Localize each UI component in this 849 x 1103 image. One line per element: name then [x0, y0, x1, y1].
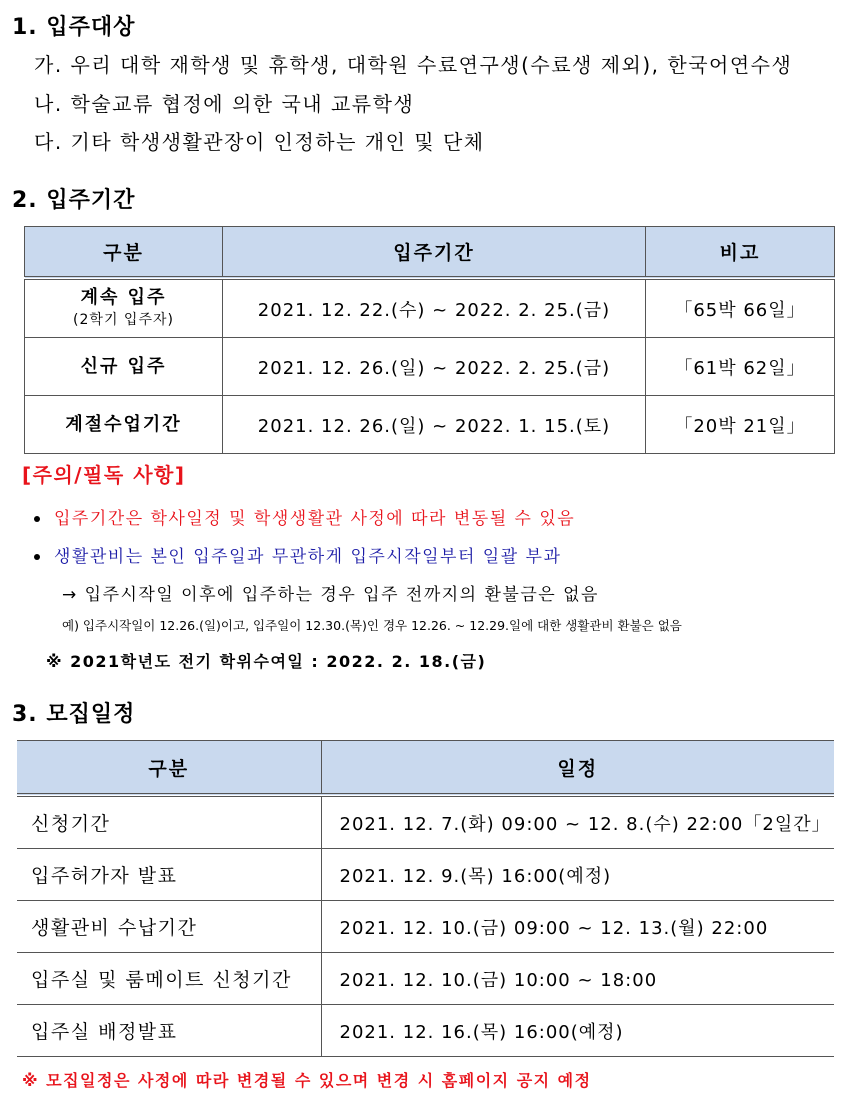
schedule-row-value: 2021. 12. 10.(금) 09:00 ~ 12. 13.(월) 22:00	[321, 901, 834, 953]
period-table-header	[25, 227, 835, 279]
degree-note: ※ 2021학년도 전기 학위수여일 : 2022. 2. 18.(금)	[46, 652, 487, 671]
schedule-row-value: 2021. 12. 9.(목) 16:00(예정)	[321, 849, 834, 901]
schedule-header-schedule: 일정	[321, 741, 834, 796]
table-row	[17, 1005, 834, 1057]
schedule-row-label: 입주실 및 룸메이트 신청기간	[17, 953, 321, 1005]
section2-title: 2. 입주기간	[12, 188, 136, 213]
period-row-period: 2021. 12. 26.(일) ~ 2022. 2. 25.(금)	[223, 338, 646, 396]
period-header-period: 입주기간	[223, 227, 646, 279]
example-note: 예) 입주시작일이 12.26.(일)이고, 입주일이 12.30.(목)인 경우 12.26. ~ 12.29.일에 대한 생활관비 환불은 없음	[62, 618, 682, 633]
section1-item-3: 다. 기타 학생생활관장이 인정하는 개인 및 단체	[34, 130, 485, 154]
schedule-row-value: 2021. 12. 10.(금) 10:00 ~ 18:00	[321, 953, 834, 1005]
schedule-row-label: 신청기간	[17, 795, 321, 849]
period-row-note: 「61박 62일」	[646, 338, 835, 396]
period-row-label: 신규 입주	[25, 338, 223, 396]
schedule-table	[17, 740, 834, 1057]
schedule-table-header	[17, 741, 834, 796]
caution-item-1	[34, 504, 575, 529]
schedule-row-value: 2021. 12. 7.(화) 09:00 ~ 12. 8.(수) 22:00「2일간」	[321, 795, 834, 849]
table-row	[17, 795, 834, 849]
arrow-note: → 입주시작일 이후에 입주하는 경우 입주 전까지의 환불금은 없음	[62, 585, 599, 605]
table-row	[25, 338, 835, 396]
schedule-footer-note: ※ 모집일정은 사정에 따라 변경될 수 있으며 변경 시 홈페이지 공지 예정	[22, 1071, 592, 1090]
period-header-note: 비고	[646, 227, 835, 279]
period-row-note: 「65박 66일」	[646, 278, 835, 338]
table-row	[17, 901, 834, 953]
schedule-row-label: 입주허가자 발표	[17, 849, 321, 901]
table-row	[17, 849, 834, 901]
section3-title: 3. 모집일정	[12, 702, 136, 727]
table-row	[17, 953, 834, 1005]
period-table	[24, 226, 835, 454]
caution-text-2: 생활관비는 본인 입주일과 무관하게 입주시작일부터 일괄 부과	[54, 547, 562, 567]
schedule-header-category: 구분	[17, 741, 321, 796]
schedule-row-label: 입주실 배정발표	[17, 1005, 321, 1057]
period-row-period: 2021. 12. 26.(일) ~ 2022. 1. 15.(토)	[223, 396, 646, 454]
period-row-label: 계절수업기간	[25, 396, 223, 454]
table-row	[25, 278, 835, 338]
section1-item-2: 나. 학술교류 협정에 의한 국내 교류학생	[34, 92, 415, 116]
period-row-note: 「20박 21일」	[646, 396, 835, 454]
period-row-period: 2021. 12. 22.(수) ~ 2022. 2. 25.(금)	[223, 278, 646, 338]
caution-text-1: 입주기간은 학사일정 및 학생생활관 사정에 따라 변동될 수 있음	[54, 509, 576, 529]
caution-title: [주의/필독 사항]	[22, 463, 186, 487]
section1-item-1: 가. 우리 대학 재학생 및 휴학생, 대학원 수료연구생(수료생 제외), 한국어연수생	[34, 53, 793, 77]
schedule-row-value: 2021. 12. 16.(목) 16:00(예정)	[321, 1005, 834, 1057]
period-header-category: 구분	[25, 227, 223, 279]
caution-item-2	[34, 542, 561, 567]
bullet-icon	[34, 554, 40, 560]
period-row-label-sub: (2학기 입주자)	[73, 311, 174, 328]
section1-title: 1. 입주대상	[12, 15, 136, 40]
period-row-label-main: 계속 입주	[80, 286, 167, 308]
table-row	[25, 396, 835, 454]
bullet-icon	[34, 516, 40, 522]
period-row-label	[25, 278, 223, 338]
schedule-row-label: 생활관비 수납기간	[17, 901, 321, 953]
